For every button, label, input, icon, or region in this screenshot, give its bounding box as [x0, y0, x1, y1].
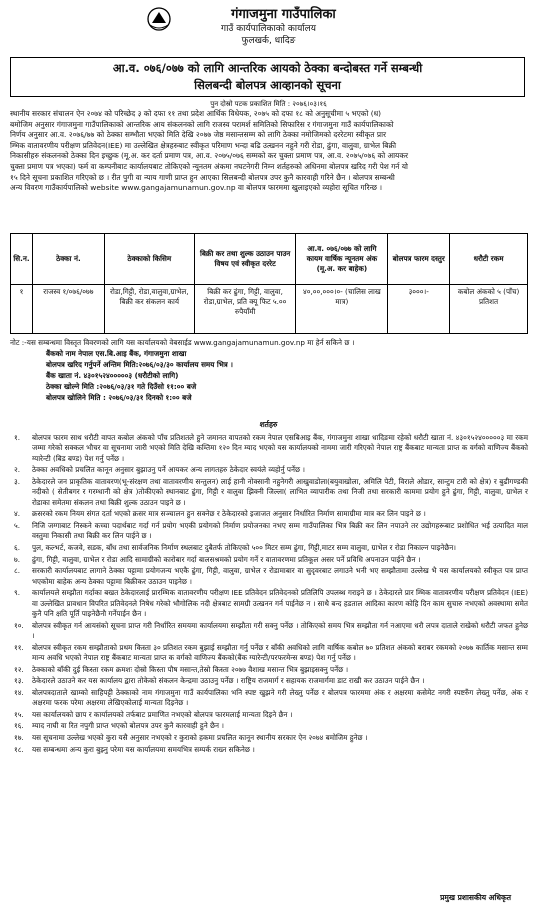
- condition-item: [10, 433, 528, 464]
- condition-item: [10, 521, 528, 542]
- condition-number: ९.: [14, 588, 21, 598]
- notice-title-box: [10, 57, 525, 97]
- condition-text: कार्यालयले सम्झौता गर्दाका बखत ठेकेदारलाई प्रारम्भिक वातावरणीय परीक्षण IEE प्रतिवेदन प्रतिवेदनको प्रतिलिपि उपलब्ध गराइने छ । ठेकेदारले प्रार म्भिक वातावरणीय परीक्षण प्रतिवेदन (IEE) वा उल्लेखित प्रावधान विपरित प्रतिवेदनले निषेध गरेको भौगोलिक नदी क्षेत्रबाट सामग्री उत्खनन गर्न पाईनेछ न । साथै बन्द हडताल आदिका कारण कोहि दिन काम सुचारु नभएको अवस्थामा समेत कुनै पनि क्षति पूर्ति पाइनेछैनौ गर्नेपाईन छैन ।: [32, 588, 528, 618]
- intro-line: स्थानीय सरकार संचालन ऐन २०७४ को परिच्छेद ३ को दफा ११ तथा प्रदेश आर्थिक विधेयक, २०७५ को दफा १८ को अनुसूचीमा ५ भएको (ध): [10, 109, 382, 118]
- col-header: धरौटी रकम: [450, 234, 528, 285]
- condition-number: ८.: [14, 566, 21, 576]
- tender-table: [10, 233, 528, 334]
- condition-number: १७.: [14, 732, 24, 742]
- condition-item: [10, 688, 528, 709]
- note-line: बोलपत्र खोलिने मिति : २०७६/०३/३१ दिनको १:०० बजे: [46, 393, 192, 402]
- col-header: बोलपत्र फारम दस्तुर: [388, 234, 450, 285]
- condition-number: ५.: [14, 521, 21, 530]
- intro-line: अन्य विवरण गाउँकार्यपालिको website www.gangajamunamun.gov.np वा बोलपत्र फारममा खुलाइएको व्यहोरा सूचित गरिन्छ ।: [10, 183, 383, 193]
- note-line: बोलपत्र खरिद गर्नुपर्ने अन्तिम मिति:२०७६/०३/३० कार्यालय समय भित्र ।: [46, 360, 234, 369]
- table-cell: ३०००।-: [388, 285, 450, 334]
- condition-item: [10, 733, 528, 743]
- intro-line: म्भिक वातावरणीय परीक्षण प्रतिवेदन(IEE) मा उल्लेखित क्षेत्रहरुबाट स्वीकृत परिमाण भन्दा बढि उत्खनन नहुने गरी रोडा, ढुंगा, वालुवा, ग्राभेल बिक्री: [10, 140, 397, 150]
- intro-line: चुक्ता प्रमाण पत्र भएका) फर्म वा कम्पनीबाट कार्यालयबाट तोकिएको न्यूनतम अंकमा नघटनेगरी निम्न शर्तहरुको अधिनमा बोलपत्र खरिद गरी पेश गर्न यो: [10, 161, 408, 171]
- intro-line: १५ दिने सूचना प्रकाशित गरिएको छ । रीत पुगी वा न्याय गाणी प्राप्त हुन आएका सिलबन्दी बोलपत्र उपर कुनै कारवाही गरिने छैन । बोलपत्र सम्बन्धी: [10, 172, 395, 182]
- note-line: नोट :-यस सम्बन्धमा विस्तृत विवरणको लागि यस कार्यालयको वेबसाईड www.gangajamunamun.gov.np मा हेर्न सकिने छ ।: [10, 338, 355, 347]
- condition-item: [10, 643, 528, 664]
- condition-item: [10, 665, 528, 675]
- col-header: आ.व. ०७६/०७७ को लागि कायम वार्षिक न्यूनतम अंक (मू.अ. कर बाहेक): [296, 234, 388, 285]
- condition-number: २.: [14, 465, 21, 475]
- intro-line: बमोजिम अनुसार गंगाजमुना गाउँपालिकाको आन्तरिक आय संकलनको लागि राजस्व परामर्श समितिको सिफारिस र गंगाजमुना गाउँ कार्यपालिकाको: [10, 119, 394, 129]
- condition-item: [10, 465, 528, 475]
- condition-text: क्रसरको रकम नियम संगत दर्ता भएको क्रसर मात्र सञ्चालन हुन सक्नेछ र ठेकेदारको इजाजत अनुसार निर्धारित निर्माण सामाग्रीमा मात्र कर लिन पाइने छ ।: [32, 509, 426, 519]
- table-cell: रोडा,गिट्टी, रोडा,वालुवा,ग्राभेल, बिक्री कर संकलन कार्य: [104, 285, 194, 334]
- col-header: ठेक्काको किसिम: [104, 234, 194, 285]
- condition-text: बोलपत्र फारम साथ धरौटी वापत कबोल अंकको पाँच प्रतिशतले हुने जमानत वापतको रकम नेपाल एसबिआइ बैंक, गंगाजमुना शाखा धादिङमा रहेको धरौटी खाता नं. ४३०१५२४०००००३ मा रकम जम्मा गरेको सक्कल भौचर वा सूचनामा जारी भएको मिति देखि कम्तिमा १२० दिन म्याद भएको यस कार्यालयको नाममा जारी गरिएको नेपाल राष्ट्र बैंकबाट मान्यता प्राप्त क वर्गको वाणिज्य बैंकको ग्यारेन्टी (बिड बण्ड) पेश गर्नु पर्नेछ ।: [32, 433, 528, 463]
- condition-item: [10, 555, 528, 565]
- condition-text: ढुंगा, गिट्टी, वालुवा, ग्राभेल र रोडा आदि सामाग्रीको कारोबार गर्दा बालसश्रमको प्रयोग गर्ने र वातावरणमा प्रतिकूल असर पर्ने प्रविधि अपनाउन पाईने छैन ।: [32, 554, 421, 564]
- signature-title: प्रमुख प्रशासकीय अधिकृत: [440, 893, 511, 902]
- table-cell: १: [11, 285, 33, 334]
- notice-title-line2: सिलबन्दी बोलपत्र आव्हानको सूचना: [194, 78, 341, 92]
- condition-text: यस सूचनामा उल्लेख भएको कुरा यसै अनुसार नभएको र कुराको हकमा प्रचलित कानून स्थानीय सरकार ऐन २०७४ बमोजिम हुनेछ ।: [32, 732, 368, 742]
- condition-item: [10, 676, 528, 686]
- note-line: बैंकको नाम नेपाल एस.बि.आइ बैंक, गंगाजमुना शाखा: [46, 349, 187, 358]
- col-header: ठेक्का नं.: [32, 234, 104, 285]
- condition-number: १६.: [14, 721, 24, 731]
- condition-number: ११.: [14, 642, 24, 652]
- publication-date: पुन दोस्रो पटक प्रकाशित मिति : २०७६।०३।१६: [210, 100, 327, 108]
- intro-line: निकासीहरु संकलनको ठेक्का दिन इच्छुक (मू.अ. कर दर्ता प्रमाण पत्र, आ.व. २०७५/०७६ सम्मको कर चुक्ता प्रमाण पत्र, आ.व. २०७५/०७६ को आयकर: [10, 151, 409, 161]
- condition-number: १५.: [14, 709, 24, 719]
- office-header: [0, 6, 537, 47]
- condition-text: सरकारी कार्यालयबाट लागाने ठेक्का पट्टामा प्रयोगजन्य भएकै ढुंगा, गिट्टी, वालुवा, ग्राभेल र रोडामाबार वा सुदृवरबाट लगाउने भनी भए सम्झौतामा उल्लेख भै यस कार्यालयको स्वीकृत पत्र प्राप्त भएकोमा बाहेक अन्य ठेक्का पट्टामा बिक्रीकर उठाउन पाइनेछ ।: [32, 566, 528, 586]
- condition-number: १.: [14, 433, 21, 442]
- table-cell: ४०,००,०००।०- (चालिस लाख मात्र): [296, 285, 388, 334]
- condition-number: ३.: [14, 477, 21, 486]
- condition-item: [10, 745, 528, 755]
- condition-text: ठेकेदारले उठाउने कर यस कार्यालय द्वारा तोकेको संकलन केन्द्रमा उठाउनु पर्नेछ । राष्ट्रिय राजमार्ग र सहायक राजमार्गमा डाट राखी कर उठाउन पाईने छैन ।: [32, 676, 425, 686]
- table-cell: बिक्री कर ढुंगा, गिट्टी, वालुवा, रोडा,ग्राभेल, प्रति क्यू फिट ५.०० रुपैयाँमी: [194, 285, 296, 334]
- table-cell: राजस्व १/०७६/०७७: [32, 285, 104, 334]
- condition-number: १२.: [14, 664, 24, 674]
- table-header-row: [11, 234, 528, 285]
- condition-item: [10, 477, 528, 508]
- condition-text: ठेक्का अवधिको प्रचलित कानून अनुसार बुझाउनु पर्ने आयकर अन्य लागतहरु ठेकेदार स्वयंले व्यहोर्नु पर्नेछ ।: [32, 465, 306, 475]
- condition-text: ठेक्काको बाँकी दुई किस्ता रकम क्रमशः दोस्रो किस्ता पौष मसान्त,तेस्रो किस्ता २०७७ वैशाख मसान्त भित्र बुझाइसक्नु पर्नेछ ।: [32, 664, 349, 674]
- condition-item: [10, 509, 528, 519]
- condition-item: [10, 721, 528, 731]
- condition-number: ७.: [14, 554, 21, 564]
- table-cell: कबोल अंकको ५ (पाँच) प्रतिशत: [450, 285, 528, 334]
- conditions-list: [10, 433, 528, 756]
- conditions-heading: शर्तहरु: [259, 420, 278, 429]
- condition-text: यस कार्यालयको छाप र कार्यालयको तर्फबाट प्रमाणित नभएको बोलपत्र फारमलाई मान्यता दिइने छैन ।: [32, 709, 293, 719]
- notice-title-line1: आ.व. ०७६/०७७ को लागि आन्तरिक आयको ठेक्का बन्दोबस्त गर्ने सम्बन्धी: [112, 61, 423, 75]
- col-header: बिक्री कर तथा शुल्क उठाउन पाउन विषय एवं स्वीकृत दररेट: [194, 234, 296, 285]
- condition-number: १३.: [14, 676, 24, 686]
- condition-item: [10, 710, 528, 720]
- notes-block: [10, 337, 528, 403]
- condition-item: [10, 566, 528, 587]
- condition-item: [10, 621, 528, 642]
- condition-number: ४.: [14, 509, 21, 519]
- condition-item: [10, 588, 528, 619]
- condition-text: ठेकेदारले जन प्राकृतिक वातावरण(भू-संरक्षण तथा वातावरणीय सन्तुलन) लाई हानी नोक्सानी नहुनेगरी आखुवाडोला(बयुवाखोला, अमिलि पेटी, विराले ओडार, सान्टुम टारी को क्षेत्र) र बुढीगण्डकी नदीको ( सेतीबगर र गरम्धानी को क्षेत्र )तोकीएको स्थानबाट ढुंगा, गिट्टी र वालुवा झिक्नी जिल्ला( लाभित व्यापारीक तथा निजी तथा सरकारी काममा प्रयोग हुने ढुंगा, गिट्टी, वालुवा, ग्राभेल र रोडाका समेतमा संकलन तथा बिक्री शुल्क उठाउन पाइने छ ।: [32, 477, 528, 507]
- col-header: सि.न.: [11, 234, 33, 285]
- condition-text: बोलपत्र स्वीकृत गर्न आयसंको सूचना प्राप्त गरी निर्धारित समयमा कार्यालयमा सम्झौता गरी सक्नु पर्नेछ । तोकिएको समय भित्र सम्झौता गर्न नआएमा धरौ लपत्र दाताले राखेको धरौटी जफत हुनेछ ।: [32, 620, 528, 640]
- office-name: गाउँ कार्यपालिकाको कार्यालय: [221, 24, 316, 34]
- condition-text: बोलपत्र स्वीकृत रकम सम्झौताको प्रथम किस्ता ३० प्रतिशत रकम बुझाई सम्झौता गर्नु पर्नेछ र बाँकी अवधिको लागि वार्षिक कबोल ७० प्रतिशत अंकको बराबर रकमको २०७७ कार्तिक मसान्त सम्म मान्य अवधि भएको नेपाल राष्ट्र बैंकबाट मान्यता प्राप्त क वर्गको वाणिज्य बैंकको(बैंक ग्यारेन्टी/परफरमेन्स बण्ड) पेश गर्नु पर्नेछ ।: [32, 642, 528, 662]
- office-location: फुलखर्क, धादिङ: [241, 36, 296, 46]
- intro-line: निर्णय अनुसार आ.व. २०७६/७७ को ठेक्का सम्भौता भएको मिति देखि २०७७ जेष्ठ मसान्तसम्म को लागि ठेक्का नमोजिमको दररेटमा स्वीकृत प्रार: [10, 130, 387, 140]
- table-row: [11, 285, 528, 334]
- condition-text: निजि जग्गाबाट निस्कने कच्चा पदार्थबाट गर्दा गर्न प्रयोग भएकी प्रयोगको निर्माण प्रयोजनका नभए सम्म गाउँपालिका भित्र बिक्री कर लिन नपाउने तर उद्योगहरूबाट प्रशोधित भई उत्पादित माल वस्तुमा निकासी तथा बिक्री कर लिन पाईने छ ।: [32, 521, 528, 541]
- condition-item: [10, 543, 528, 553]
- condition-text: बोलपत्रदाताले खाम्को साहिपट्टी ठेक्काको नाम गंगाजमुना गाउँ कार्यपालिका भनि स्पष्ट खुझने गरी लेख्नु पर्नेछ र बोलपत्र फारममा अंक र अक्षरमा कसेमेट नगरी स्पष्टरुँग लेख्नु पर्नेछ, अंक र अक्षरमा फरक परेमा अक्षरमा लेखिएकोलाई मान्यता दिइनेछ ।: [32, 687, 528, 708]
- condition-number: १४.: [14, 687, 24, 697]
- condition-number: ६.: [14, 543, 21, 552]
- intro-paragraph: [10, 109, 527, 194]
- note-line: बैंक खाता नं. ४३०१५२४०००००३ (धरौटीको लागि): [46, 371, 179, 380]
- municipality-name: गंगाजमुना गाउँपालिका: [231, 7, 336, 22]
- note-line: ठेक्का खोल्ने मिति :२०७६/०३/३१ गते दिउँसो ११:०० बजे: [46, 382, 197, 391]
- condition-text: पुल, कल्भर्ट, कजवे, सडक, बाँध तथा सार्वजनिक निर्माण स्थलबाट दुबैतर्फ तोकिएको ५०० मिटर सम्म ढुंगा, गिट्टी,माटर सम्म वालुवा, ग्राभेल र रोडा निकाल्न पाइनेछैन।: [32, 543, 457, 552]
- condition-text: यस सम्बन्धमा अन्य कुरा बुझ्नु परेमा यस कार्यालयमा समयभित्र सम्पर्क राख्न सकिनेछ ।: [32, 744, 255, 754]
- condition-number: १०.: [14, 620, 24, 630]
- condition-text: म्याद नाघी वा रित नपुगी प्राप्त भएको बोलपत्र उपर कुनै कारवाही हुने छैन ।: [32, 721, 225, 731]
- condition-number: १८.: [14, 744, 24, 754]
